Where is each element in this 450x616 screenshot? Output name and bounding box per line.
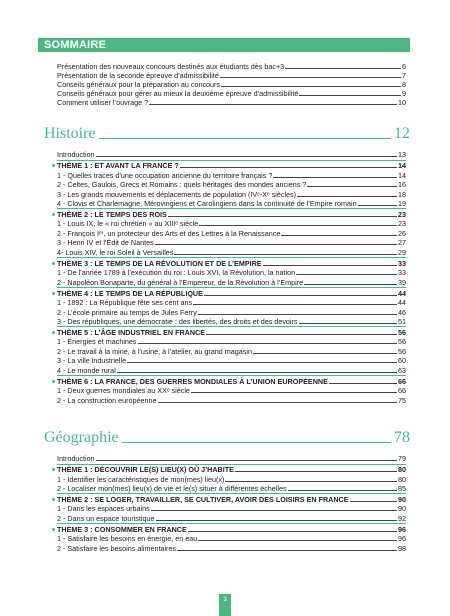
dot-leader xyxy=(191,392,397,393)
entry-page-number: 96 xyxy=(398,524,406,534)
entry-title: THÈME 1 : DÉCOUVRIR LE(S) LIEU(X) OÙ J’HABITE xyxy=(57,465,234,475)
entry-title: THÈME 2 : LE TEMPS DES ROIS xyxy=(57,209,167,219)
entry-page-number: 16 xyxy=(398,180,406,190)
dot-leader xyxy=(299,95,401,96)
entry-title: THÈME 2 : SE LOGER, TRAVAILLER, SE CULTIVER, AVOIR DES LOISIRS EN FRANCE xyxy=(57,494,349,504)
entry-page-number: 23 xyxy=(398,209,406,219)
dot-leader xyxy=(149,104,397,105)
theme-entry[interactable] xyxy=(57,289,406,298)
dot-leader xyxy=(204,295,397,296)
bullet-icon xyxy=(52,498,55,501)
entry-page-number: 56 xyxy=(398,346,406,356)
toc-entry[interactable] xyxy=(57,278,406,287)
toc-entry[interactable] xyxy=(57,544,406,553)
toc-entry[interactable] xyxy=(57,199,406,208)
entry-page-number: 33 xyxy=(398,258,406,268)
toc-entry[interactable] xyxy=(57,514,406,523)
entry-page-number: 6 xyxy=(402,62,406,71)
entry-title: 2 - Localiser mon(mes) lieu(x) de vie et le(s) situer à différentes échelles xyxy=(57,484,287,494)
entry-title: 1 - Deux guerres mondiales au XXᵉ siècle xyxy=(57,386,190,396)
theme-entry[interactable] xyxy=(57,210,406,219)
toc-entry[interactable] xyxy=(57,190,406,199)
toc-entry[interactable] xyxy=(57,308,406,317)
section-title: Géographie xyxy=(44,429,119,446)
dot-leader xyxy=(117,372,397,373)
entry-page-number: 51 xyxy=(398,317,406,326)
toc-entry[interactable] xyxy=(57,248,406,257)
entry-page-number: 44 xyxy=(398,298,406,307)
dot-leader xyxy=(235,471,397,472)
entry-page-number: 92 xyxy=(398,513,406,523)
entry-page-number: 56 xyxy=(398,337,406,347)
dot-leader xyxy=(127,362,397,363)
dot-leader xyxy=(273,177,397,178)
theme-entry[interactable] xyxy=(57,525,406,534)
dot-leader xyxy=(285,68,401,69)
dot-leader xyxy=(198,314,397,315)
entry-title: 3 - Les grands mouvements et déplacements de population (IVᵉ-Xᵉ siècles) xyxy=(57,189,297,199)
toc-entry[interactable] xyxy=(57,89,406,98)
entry-page-number: 27 xyxy=(398,238,406,248)
entry-page-number: 63 xyxy=(398,365,406,375)
entry-page-number: 9 xyxy=(402,89,406,99)
toc-entry[interactable] xyxy=(57,62,406,71)
dot-leader xyxy=(329,383,397,384)
entry-page-number: 80 xyxy=(398,465,406,475)
dot-leader xyxy=(180,167,397,168)
dot-leader xyxy=(188,531,397,532)
entry-page-number: 98 xyxy=(398,543,406,553)
dot-leader xyxy=(299,323,397,324)
toc-entry[interactable] xyxy=(57,534,406,543)
dot-leader xyxy=(358,205,397,206)
dot-leader xyxy=(307,186,397,187)
entry-page-number: 33 xyxy=(398,268,406,278)
toc-entry[interactable] xyxy=(57,356,406,365)
toc-entry[interactable] xyxy=(57,484,406,493)
dot-leader xyxy=(168,216,397,217)
theme-entry[interactable] xyxy=(57,495,406,504)
sommaire-banner xyxy=(38,38,410,52)
entry-title: THÈME 6 : LA FRANCE, DES GUERRES MONDIALES À L’UNION EUROPÉENNE xyxy=(57,376,328,386)
toc-entry[interactable] xyxy=(57,238,406,247)
entry-title: 3 - La ville industrielle xyxy=(57,356,127,366)
entry-title: 2 - François Iᵉʳ, un protecteur des Arts et des Lettres à la Renaissance xyxy=(57,228,281,238)
entry-page-number: 14 xyxy=(398,170,406,180)
entry-title: 2 - Celtes, Gaulois, Grecs et Romains : quels héritages des mondes anciens ? xyxy=(57,180,307,190)
entry-page-number: 46 xyxy=(398,307,406,317)
entry-title: 1 - 1892 : La République fête ses cent ans xyxy=(57,298,193,307)
entry-page-number: 90 xyxy=(398,494,406,504)
entry-title: 2 - Le travail à la mine, à l’usine, à l’atelier, au grand magasin xyxy=(57,346,252,356)
entry-page-number: 96 xyxy=(398,534,406,544)
toc-entry[interactable] xyxy=(57,366,406,375)
entry-title: 2 - Dans un espace touristique xyxy=(57,513,155,523)
toc-entry[interactable] xyxy=(57,229,406,238)
bullet-icon xyxy=(52,380,55,383)
bullet-icon xyxy=(52,292,55,295)
entry-title: 2 - L’école primaire au temps de Jules Ferry xyxy=(57,307,197,317)
section-title: Histoire xyxy=(44,125,96,142)
theme-entry[interactable] xyxy=(57,377,406,386)
entry-title: Introduction xyxy=(57,150,95,159)
entry-title: THÈME 3 : LE TEMPS DE LA RÉVOLUTION ET DE L’EMPIRE xyxy=(57,258,262,268)
dot-leader xyxy=(151,510,397,511)
entry-title: 1 - Louis IX, le « roi chrétien » au XIIIᵉ siècle xyxy=(57,219,199,229)
entry-title: 4 - Clovis et Charlemagne, Mérovingiens et Carolingiens dans la continuité de l’Empire romain xyxy=(57,199,357,209)
dot-leader xyxy=(296,274,397,275)
entry-page-number: 60 xyxy=(398,356,406,366)
page-number-badge xyxy=(219,594,231,616)
dot-leader xyxy=(156,520,398,521)
dot-leader xyxy=(96,156,397,157)
entry-title: Introduction xyxy=(57,454,95,463)
toc-entry[interactable] xyxy=(57,71,406,80)
entry-title: THÈME 1 : ET AVANT LA FRANCE ? xyxy=(57,161,179,171)
dot-leader xyxy=(199,225,397,226)
entry-page-number: 79 xyxy=(398,454,406,463)
bullet-icon xyxy=(52,213,55,216)
entry-title: THÈME 5 : L’ÂGE INDUSTRIEL EN FRANCE xyxy=(57,327,206,337)
entry-title: 1 - Énergies et machines xyxy=(57,337,137,347)
entry-title: 3 - Des républiques, une démocratie : des libertés, des droits et des devoirs xyxy=(57,317,298,326)
dot-leader xyxy=(206,334,397,335)
toc-entry[interactable] xyxy=(57,386,406,395)
entry-page-number: 56 xyxy=(398,327,406,337)
toc-entry[interactable] xyxy=(57,347,406,356)
toc-entry[interactable] xyxy=(57,219,406,228)
bullet-icon xyxy=(52,468,55,471)
entry-page-number: 39 xyxy=(398,277,406,287)
dot-leader xyxy=(263,265,397,266)
entry-page-number: 26 xyxy=(398,228,406,238)
page-number: 3 xyxy=(223,597,227,603)
entry-page-number: 44 xyxy=(398,288,406,298)
entry-page-number: 18 xyxy=(398,189,406,199)
entry-title: Comment utiliser l’ouvrage ? xyxy=(57,98,149,108)
toc-entry[interactable] xyxy=(57,171,406,180)
section-heading-geographie[interactable] xyxy=(44,429,410,447)
entry-page-number: 29 xyxy=(398,247,406,257)
toc-entry[interactable] xyxy=(57,317,406,326)
section-heading-histoire[interactable] xyxy=(44,125,410,143)
section-rule xyxy=(122,442,391,443)
dot-leader xyxy=(174,254,397,255)
theme-entry[interactable] xyxy=(57,259,406,268)
sommaire-title: SOMMAIRE xyxy=(44,39,107,51)
bullet-icon xyxy=(52,528,55,531)
entry-page-number: 10 xyxy=(398,98,406,108)
entry-page-number: 80 xyxy=(398,474,406,484)
section-page-number: 78 xyxy=(394,429,410,446)
entry-title: 4 - Le monde rural xyxy=(57,365,116,375)
bullet-icon xyxy=(52,331,55,334)
dot-leader xyxy=(350,501,397,502)
entry-page-number: 75 xyxy=(398,395,406,405)
toc-entry[interactable] xyxy=(57,268,406,277)
dot-leader xyxy=(155,244,397,245)
entry-title: 1 - Satisfaire les besoins en énergie, en eau xyxy=(57,534,198,544)
entry-page-number: 85 xyxy=(398,484,406,494)
dot-leader xyxy=(304,284,397,285)
dot-leader xyxy=(177,550,397,551)
entry-title: 1 - Identifier les caractéristiques de mon(mes) lieu(x) xyxy=(57,474,225,484)
entry-title: Conseils généraux pour la préparation au concours xyxy=(57,80,221,90)
entry-page-number: 23 xyxy=(398,219,406,229)
section-page-number: 12 xyxy=(394,125,410,142)
entry-page-number: 66 xyxy=(398,386,406,396)
dot-leader xyxy=(193,304,397,305)
toc-entry[interactable] xyxy=(57,475,406,484)
bullet-icon xyxy=(52,164,55,167)
entry-title: 1 - De l’année 1789 à l’exécution du roi : Louis XVI, la Révolution, la nation xyxy=(57,268,296,278)
dot-leader xyxy=(281,235,397,236)
bullet-icon xyxy=(52,262,55,265)
entry-page-number: 19 xyxy=(398,199,406,209)
entry-title: THÈME 4 : LE TEMPS DE LA RÉPUBLIQUE xyxy=(57,288,203,298)
toc-entry[interactable] xyxy=(57,80,406,89)
toc-entry[interactable] xyxy=(57,396,406,405)
entry-title: Conseils généraux pour gérer au mieux la deuxième épreuve d’admissibilité xyxy=(57,89,299,99)
entry-page-number: 14 xyxy=(398,161,406,171)
introduction-entry[interactable] xyxy=(57,454,406,463)
entry-title: 4- Louis XIV, le roi Soleil à Versailles xyxy=(57,247,174,257)
toc-entry[interactable] xyxy=(57,180,406,189)
entry-title: 1 - Dans les espaces urbains xyxy=(57,504,150,514)
dot-leader xyxy=(96,460,397,461)
toc-entry[interactable] xyxy=(57,98,406,107)
section-rule xyxy=(99,138,391,139)
entry-title: 2 - Napoléon Bonaparte, du général à l’Empereur, de la Révolution à l’Empire xyxy=(57,277,304,287)
theme-entry[interactable] xyxy=(57,328,406,337)
entry-title: Présentation de la seconde épreuve d’admissibilité xyxy=(57,71,219,81)
entry-title: 1 - Quelles traces d’une occupation ancienne du territoire français ? xyxy=(57,170,273,180)
entry-page-number: 90 xyxy=(398,504,406,514)
theme-entry[interactable] xyxy=(57,161,406,170)
dot-leader xyxy=(297,196,397,197)
dot-leader xyxy=(288,490,397,491)
entry-title: Présentation des nouveaux concours destinés aux étudiants dès bac+3 xyxy=(57,62,285,71)
dot-leader xyxy=(253,353,397,354)
entry-page-number: 8 xyxy=(402,80,406,90)
introduction-entry[interactable] xyxy=(57,150,406,159)
theme-entry[interactable] xyxy=(57,465,406,474)
dot-leader xyxy=(138,343,397,344)
entry-title: THÈME 3 : CONSOMMER EN FRANCE xyxy=(57,524,187,534)
toc-entry[interactable] xyxy=(57,298,406,307)
entry-page-number: 13 xyxy=(398,150,406,159)
dot-leader xyxy=(198,540,397,541)
entry-page-number: 7 xyxy=(402,71,406,81)
dot-leader xyxy=(225,481,397,482)
toc-entry[interactable] xyxy=(57,337,406,346)
entry-page-number: 66 xyxy=(398,376,406,386)
dot-leader xyxy=(158,402,398,403)
toc-entry[interactable] xyxy=(57,504,406,513)
entry-title: 3 - Henri IV et l’Édit de Nantes xyxy=(57,238,154,248)
entry-title: 2 - La construction européenne xyxy=(57,395,157,405)
dot-leader xyxy=(221,86,401,87)
dot-leader xyxy=(220,77,401,78)
entry-title: 2 - Satisfaire les besoins alimentaires xyxy=(57,543,177,553)
